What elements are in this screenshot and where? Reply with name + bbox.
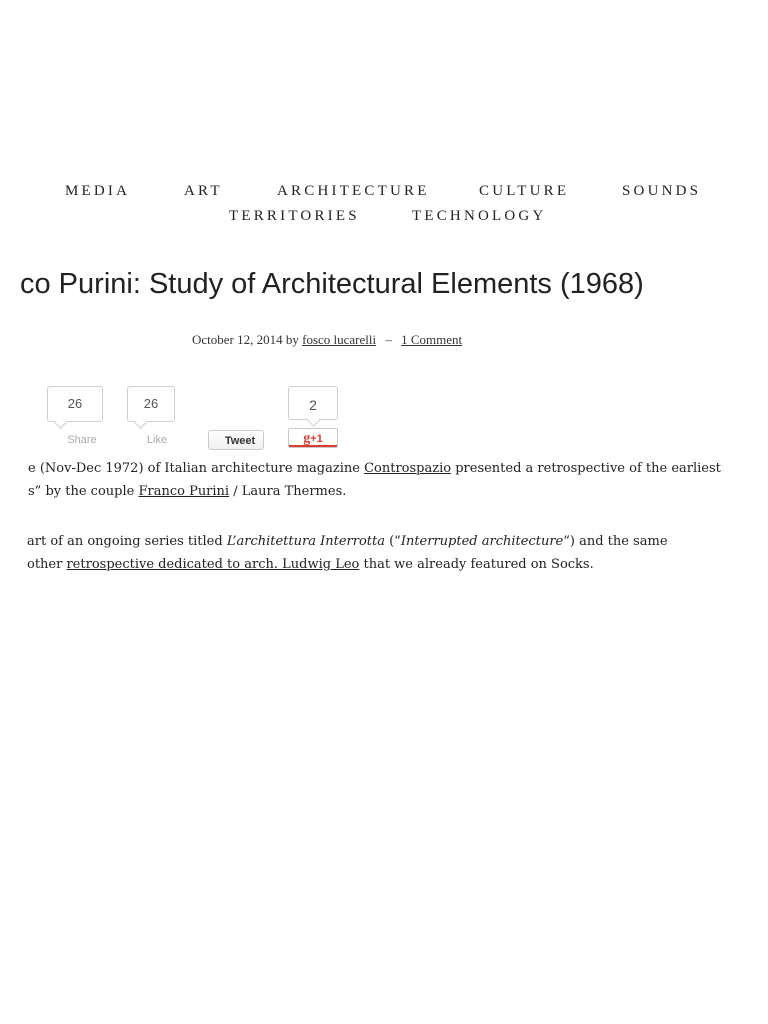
series-title: L’architettura Interrotta bbox=[226, 534, 385, 549]
facebook-like-widget[interactable] bbox=[127, 386, 187, 446]
nav-item-sounds[interactable]: SOUNDS bbox=[622, 183, 702, 199]
facebook-like-label[interactable]: Like bbox=[146, 434, 168, 446]
paragraph-2-content bbox=[27, 530, 668, 576]
article-paragraph-1 bbox=[28, 457, 768, 503]
article-paragraph-2 bbox=[27, 530, 768, 576]
nav-item-art[interactable]: ART bbox=[184, 183, 223, 199]
facebook-share-widget[interactable] bbox=[47, 386, 117, 446]
facebook-share-label[interactable]: Share bbox=[67, 434, 97, 446]
nav-item-media[interactable]: MEDIA bbox=[65, 183, 131, 199]
nav-item-architecture[interactable]: ARCHITECTURE bbox=[277, 183, 430, 199]
meta-separator: – bbox=[385, 332, 392, 347]
comments-link[interactable]: 1 Comment bbox=[401, 332, 463, 347]
ludwig-leo-retrospective-link[interactable]: retrospective dedicated to arch. Ludwig Leo bbox=[66, 557, 360, 572]
paragraph-1-content bbox=[28, 457, 721, 503]
paragraph-2-line-2-text-b: that we already featured on Socks. bbox=[359, 557, 594, 572]
post-date: October 12, 2014 bbox=[192, 332, 283, 347]
paragraph-1-line-1-text-b: presented a retrospective of the earliest bbox=[451, 461, 721, 476]
franco-purini-link[interactable]: Franco Purini bbox=[138, 484, 230, 499]
google-plus-label: +1 bbox=[310, 433, 323, 445]
facebook-like-count: 26 bbox=[127, 386, 175, 422]
tweet-button[interactable]: Tweet bbox=[208, 430, 264, 450]
by-label: by bbox=[285, 332, 299, 347]
nav-item-territories[interactable]: TERRITORIES bbox=[229, 208, 360, 224]
paragraph-1-line-2-text-a: s” by the couple bbox=[28, 484, 139, 499]
google-plus-button[interactable] bbox=[288, 428, 338, 448]
paragraph-2-line-1-text-b: (“ bbox=[384, 534, 401, 549]
article-meta bbox=[192, 332, 462, 348]
author-link[interactable]: fosco lucarelli bbox=[302, 332, 377, 347]
paragraph-2-line-2-text-a: other bbox=[27, 557, 67, 572]
article-title bbox=[20, 268, 768, 301]
paragraph-2-line-1-text-c: “) and the same bbox=[563, 534, 668, 549]
nav-row-secondary bbox=[0, 208, 768, 230]
paragraph-1-line-2-text-b: / Laura Thermes. bbox=[229, 484, 347, 499]
google-plus-widget[interactable] bbox=[288, 386, 338, 448]
paragraph-2-line-1-text-a: art of an ongoing series titled bbox=[27, 534, 227, 549]
google-plus-icon: g bbox=[303, 431, 311, 446]
facebook-share-count: 26 bbox=[47, 386, 103, 422]
google-plus-count: 2 bbox=[288, 386, 338, 420]
nav-item-technology[interactable]: TECHNOLOGY bbox=[412, 208, 547, 224]
controspazio-link[interactable]: Controspazio bbox=[364, 461, 452, 476]
nav-row-primary bbox=[0, 183, 768, 205]
series-title-translation: Interrupted architecture bbox=[400, 534, 564, 549]
nav-item-culture[interactable]: CULTURE bbox=[479, 183, 570, 199]
article-title-text: co Purini: Study of Architectural Elements (1968) bbox=[20, 268, 644, 300]
paragraph-1-line-1-text-a: e (Nov-Dec 1972) of Italian architecture magazine bbox=[28, 461, 365, 476]
